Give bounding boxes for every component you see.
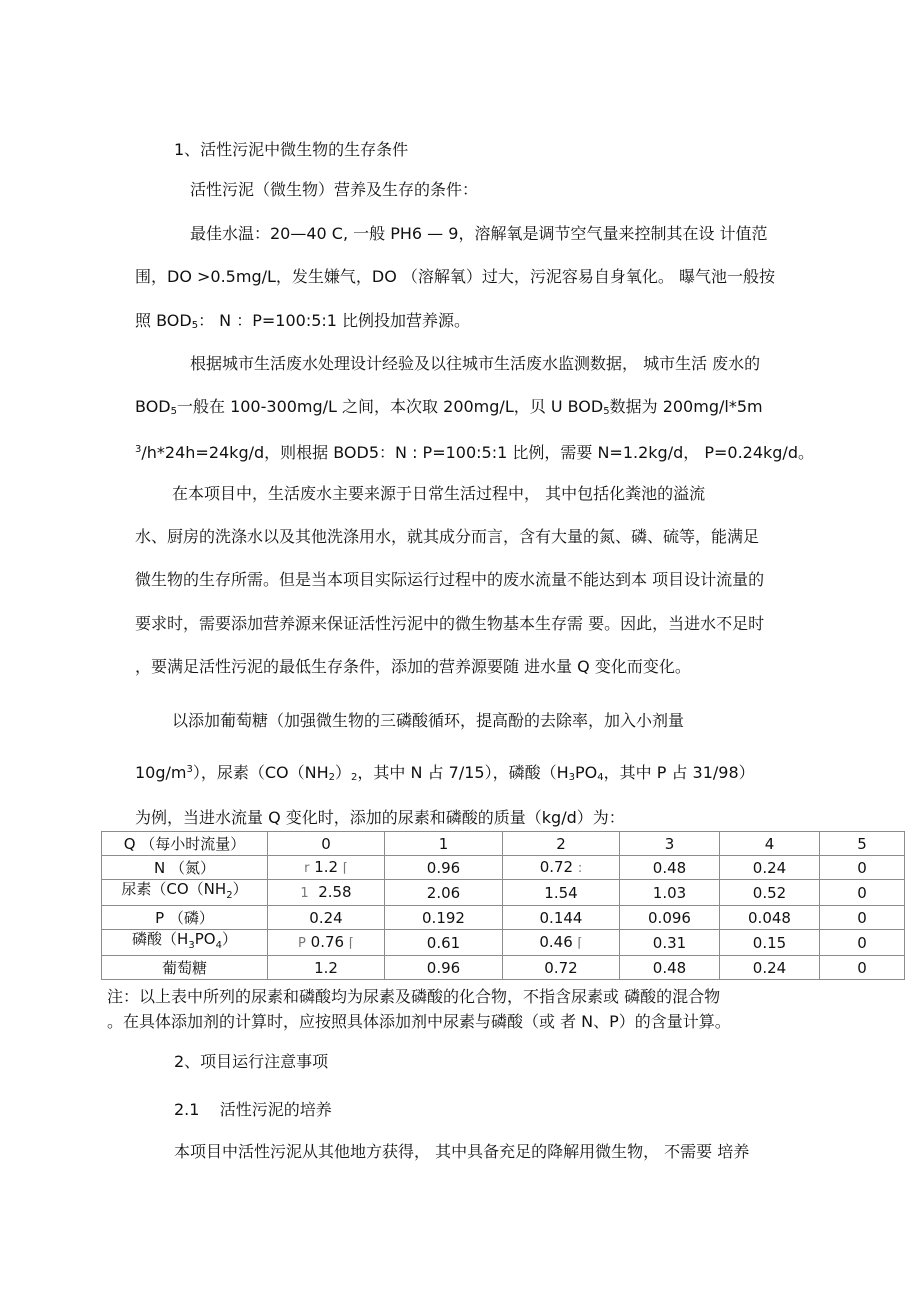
table-cell: 0.24 [720, 856, 820, 880]
paragraph-line: $10g/m^3$），尿素（$CO(NH_2)_2$，其中 N 占 7/15），磷酸（$H_3PO_4$，其中 P 占 31/98） [135, 763, 755, 783]
table-cell: 0 [820, 856, 905, 880]
section-1-heading: 1、活性污泥中微生物的生存条件 [174, 140, 409, 159]
table-note: 注：以上表中所列的尿素和磷酸均为尿素及磷酸的化合物，不指含尿素或 磷酸的混合物 [107, 987, 721, 1006]
paragraph-line: 根据城市生活废水处理设计经验及以往城市生活废水监测数据， 城市生活 废水的 [190, 354, 761, 373]
table-cell: r 1.2 ⌈ [268, 856, 385, 880]
table-cell: 0.52 [720, 880, 820, 906]
paragraph-line: ，要满足活性污泥的最低生存条件，添加的营养源要随 进水量 Q 变化而变化。 [135, 657, 691, 676]
paragraph-line: 水、厨房的洗涤水以及其他洗涤用水，就其成分而言，含有大量的氮、磷、硫等，能满足 [135, 527, 760, 546]
table-cell: 0.48 [620, 856, 720, 880]
table-row [102, 956, 905, 980]
table-cell: 1.2 [268, 956, 385, 980]
table-cell: 0 [820, 880, 905, 906]
table-cell: 0.048 [720, 906, 820, 930]
paragraph-line: 最佳水温：20—40 C, 一般 PH6 — 9，溶解氧是调节空气量来控制其在设 计值范 [190, 224, 768, 243]
table-header-cell: Q （每小时流量） [102, 832, 268, 856]
table-header-cell: 3 [620, 832, 720, 856]
table-row [102, 906, 905, 930]
row-label: 葡萄糖 [102, 956, 268, 980]
table-header-cell: 5 [820, 832, 905, 856]
paragraph-line: 在本项目中，生活废水主要来源于日常生活过程中， 其中包括化粪池的溢流 [172, 484, 706, 503]
table-cell: 0.48 [620, 956, 720, 980]
table-cell: 0.61 [385, 930, 503, 956]
table-note: 。在具体添加剂的计算时，应按照具体添加剂中尿素与磷酸（或 者 N、P）的含量计算。 [107, 1012, 731, 1031]
table-cell: 0.096 [620, 906, 720, 930]
table-cell: 1 2.58 [268, 880, 385, 906]
table-cell: 0 [820, 956, 905, 980]
row-label: 磷酸$(H_3PO_4)$ [102, 930, 268, 956]
table-cell: 0.192 [385, 906, 503, 930]
table-cell: 0.144 [503, 906, 620, 930]
subsection-heading: 2.1 活性污泥的培养 [174, 1100, 332, 1119]
table-cell: 0.31 [620, 930, 720, 956]
paragraph-line: 围，DO >0.5mg/L，发生嫌气，DO （溶解氧）过大，污泥容易自身氧化。 曝气池一般按 [135, 267, 775, 286]
table-cell: 0.96 [385, 956, 503, 980]
paragraph-line: 微生物的生存所需。但是当本项目实际运行过程中的废水流量不能达到本 项目设计流量的 [135, 570, 765, 589]
nutrient-dosage-table [101, 831, 905, 980]
table-cell: 0 [820, 930, 905, 956]
table-row [102, 880, 905, 906]
table-header-row [102, 832, 905, 856]
paragraph-line: 照 $BOD_5$： N ：P=100:5:1 比例投加营养源。 [135, 311, 471, 331]
table-row [102, 930, 905, 956]
paragraph-line: $^3$/h*24h=24kg/d，则根据 BOD5：N : P=100:5:1 比例，需要 N=1.2kg/d， P=0.24kg/d。 [135, 443, 814, 462]
table-header-cell: 2 [503, 832, 620, 856]
paragraph-line: 以添加葡萄糖（加强微生物的三磷酸循环，提高酚的去除率，加入小剂量 [172, 711, 685, 730]
paragraph-line: 为例，当进水流量 Q 变化时，添加的尿素和磷酸的质量（kg/d）为： [135, 808, 625, 827]
table-row [102, 856, 905, 880]
paragraph-line: 本项目中活性污泥从其他地方获得， 其中具备充足的降解用微生物， 不需要 培养 [174, 1142, 750, 1161]
table-cell: 0.46 ⌈ [503, 930, 620, 956]
table-cell: 1.03 [620, 880, 720, 906]
table-header-cell: 0 [268, 832, 385, 856]
section-2-heading: 2、项目运行注意事项 [174, 1052, 329, 1071]
table-cell: P 0.76 ⌈ [268, 930, 385, 956]
table-header-cell: 1 [385, 832, 503, 856]
paragraph-line: $BOD_5$一般在 100-300mg/L 之间，本次取 200mg/L，贝 U $BOD_5$数据为 200mg/l*5m [135, 397, 763, 417]
row-label: 尿素（$CO(NH_2)$ [102, 880, 268, 906]
paragraph-line: 要求时，需要添加营养源来保证活性污泥中的微生物基本生存需 要。因此，当进水不足时 [135, 614, 765, 633]
table-cell: 0.15 [720, 930, 820, 956]
table-cell: 0.72 : [503, 856, 620, 880]
table-cell: 1.54 [503, 880, 620, 906]
row-label: P （磷） [102, 906, 268, 930]
table-cell: 2.06 [385, 880, 503, 906]
table-cell: 0.96 [385, 856, 503, 880]
table-cell: 0 [820, 906, 905, 930]
table-cell: 0.72 [503, 956, 620, 980]
row-label: N （氮） [102, 856, 268, 880]
section-1-subheading: 活性污泥（微生物）营养及生存的条件： [190, 180, 479, 199]
table-cell: 0.24 [720, 956, 820, 980]
table-cell: 0.24 [268, 906, 385, 930]
table-header-cell: 4 [720, 832, 820, 856]
